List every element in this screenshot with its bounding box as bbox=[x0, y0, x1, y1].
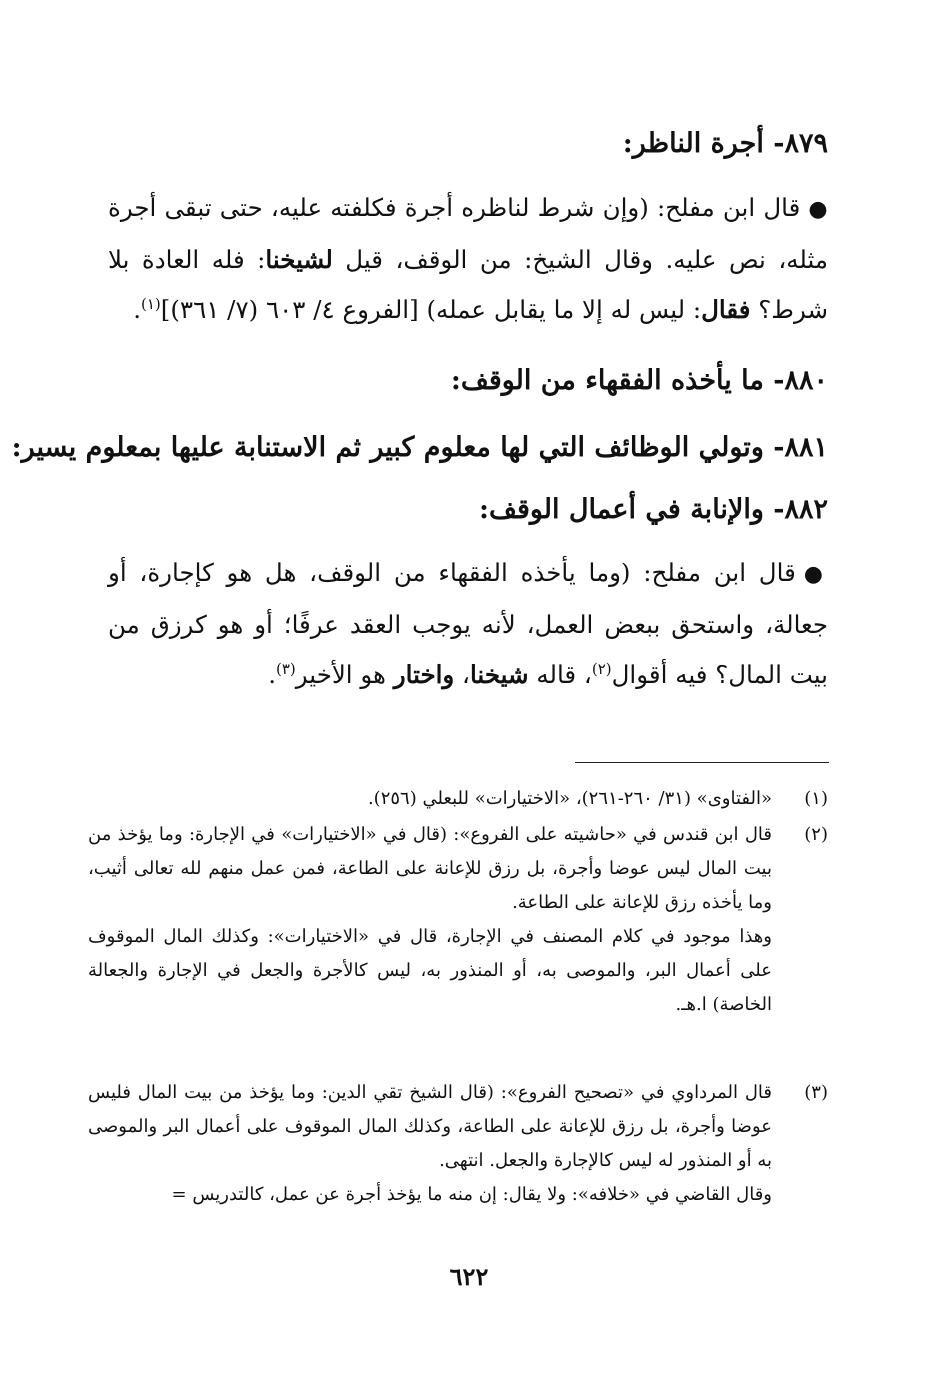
footnote-text: وقال القاضي في «خلافه»: ولا يقال: إن منه ما يؤخذ أجرة عن عمل، كالتدريس = bbox=[171, 1184, 772, 1205]
footnote-text: قال المرداوي في «تصحيح الفروع»: (قال الشيخ تقي الدين: وما يؤخذ من بيت المال فليس عوضا وأجرة، بل رزق للإعانة على الطاعة، وكذلك المال الموقوف على أعمال البر والموصى به أو المنذور له ليس كالإجارة والجعل. انتهى. bbox=[88, 1082, 772, 1171]
paragraph-879 bbox=[108, 183, 828, 335]
bullet-icon: ● bbox=[808, 197, 828, 222]
page-number: ٦٢٢ bbox=[449, 1262, 489, 1291]
para2-text-d: هو الأخير bbox=[295, 660, 394, 689]
footnote-3 bbox=[88, 1076, 828, 1212]
footnote-text: وهذا موجود في كلام المصنف في الإجارة، قال في «الاختيارات»: وكذلك المال الموقوف على أعمال البر، والموصى به، أو المنذور به، ليس كالأجرة والجعل في الإجارة والجعالة الخاصة) ا.هـ. bbox=[88, 926, 772, 1015]
para2-text-b: ، قاله bbox=[528, 660, 592, 689]
heading-880: ٨٨٠- ما يأخذه الفقهاء من الوقف: bbox=[450, 365, 828, 396]
para2-text-a: قال ابن مفلح: (وما يأخذه الفقهاء من الوقف، هل هو كإجارة، أو جعالة، واستحق ببعض العمل، لأنه يوجب العقد عرفًا؛ أو هو كرزق من بيت المال؟ فيه أقوال bbox=[108, 558, 829, 689]
footnote-number: (٣) bbox=[804, 1082, 828, 1103]
para1-end: . bbox=[133, 295, 141, 324]
footnote-number: (٢) bbox=[804, 824, 828, 845]
para2-end: . bbox=[268, 660, 276, 689]
para2-bold-b: واختار bbox=[393, 660, 455, 689]
footnote-text: «الفتاوى» (٣١/ ٢٦٠-٢٦١)، «الاختيارات» للبعلي (٢٥٦). bbox=[367, 788, 772, 809]
para1-text-a: قال ابن مفلح: (وإن شرط لناظره أجرة فكلفته عليه، حتى تبقى أجرة مثله، نص عليه. وقال الشيخ: من الوقف، قيل bbox=[108, 193, 828, 274]
bullet-icon: ● bbox=[803, 562, 828, 587]
para1-text-c: : ليس له إلا ما يقابل عمله) [الفروع ٤/ ٦٠٣ (٧/ ٣٦١)] bbox=[160, 295, 702, 324]
footnote-separator bbox=[575, 762, 829, 763]
footnote-text: قال ابن قندس في «حاشيته على الفروع»: (قال في «الاختيارات» في الإجارة: وما يؤخذ من بيت المال ليس عوضا وأجرة، بل رزق للإعانة على الطاعة، فمن عمل منهم لله تعالى أثيب، وما يأخذه رزق للإعانة على الطاعة. bbox=[88, 824, 772, 913]
footnote-ref-2[interactable]: (٢) bbox=[591, 659, 612, 678]
heading-882: ٨٨٢- والإنابة في أعمال الوقف: bbox=[479, 494, 828, 525]
footnote-1 bbox=[88, 782, 828, 816]
footnote-number: (١) bbox=[804, 788, 828, 809]
heading-879: ٨٧٩- أجرة الناظر: bbox=[622, 128, 828, 159]
para1-bold-a: لشيخنا bbox=[265, 245, 333, 274]
heading-881: ٨٨١- وتولي الوظائف التي لها معلوم كبير ثم الاستنابة عليها بمعلوم يسير: bbox=[11, 432, 828, 463]
footnote-2 bbox=[88, 818, 828, 1022]
para2-bold-a: شيخنا bbox=[469, 660, 529, 689]
footnote-ref-1[interactable]: (١) bbox=[141, 294, 161, 313]
footnote-ref-3[interactable]: (٣) bbox=[276, 659, 296, 678]
para1-text-b: : فله العادة بلا شرط؟ bbox=[108, 245, 828, 324]
para1-bold-b: فقال bbox=[701, 295, 751, 324]
para2-text-c: ، bbox=[454, 660, 470, 689]
paragraph-880-882 bbox=[108, 548, 828, 700]
